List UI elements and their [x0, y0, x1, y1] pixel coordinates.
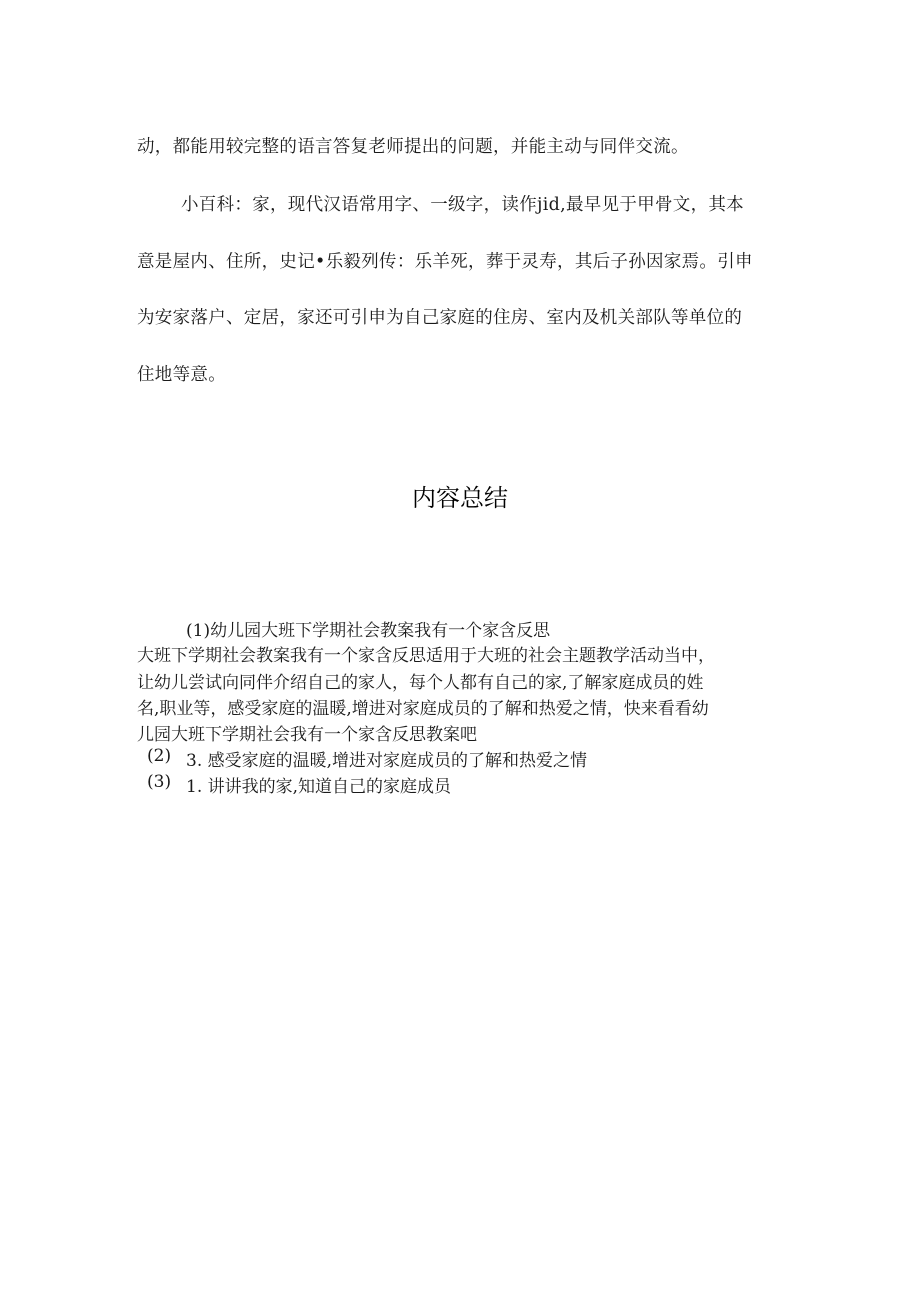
- body-line-5: 住地等意。: [137, 365, 226, 385]
- body-line-4: 为安家落户、定居，家还可引申为自己家庭的住房、室内及机关部队等单位的: [137, 308, 743, 328]
- body-line-1: 动，都能用较完整的语言答复老师提出的问题，并能主动与同伴交流。: [137, 137, 689, 157]
- summary-item-1-line-3: 名,职业等，感受家庭的温暖,增进对家庭成员的了解和热爱之情，快来看看幼: [137, 699, 709, 719]
- summary-item-1-line-1: 大班下学期社会教案我有一个家含反思适用于大班的社会主题教学活动当中，: [137, 646, 715, 666]
- summary-item-1-title: (1)幼儿园大班下学期社会教案我有一个家含反思: [186, 621, 551, 641]
- summary-item-2-text: 3. 感受家庭的温暖,增进对家庭成员的了解和热爱之情: [186, 751, 588, 771]
- summary-title: 内容总结: [412, 484, 508, 512]
- summary-item-3-number: (3): [147, 772, 172, 792]
- summary-item-1-line-2: 让幼儿尝试向同伴介绍自己的家人，每个人都有自己的家,了解家庭成员的姓: [137, 673, 704, 693]
- body-line-3: 意是屋内、住所，史记•乐毅列传：乐羊死，葬于灵寿，其后子孙因家焉。引申: [137, 252, 753, 272]
- summary-item-2-number: (2): [147, 746, 172, 766]
- body-line-2: 小百科：家，现代汉语常用字、一级字，读作jid,最早见于甲骨文，其本: [181, 195, 744, 215]
- summary-item-1-line-4: 儿园大班下学期社会我有一个家含反思教案吧: [137, 725, 477, 745]
- summary-item-3-text: 1. 讲讲我的家,知道自己的家庭成员: [186, 777, 452, 797]
